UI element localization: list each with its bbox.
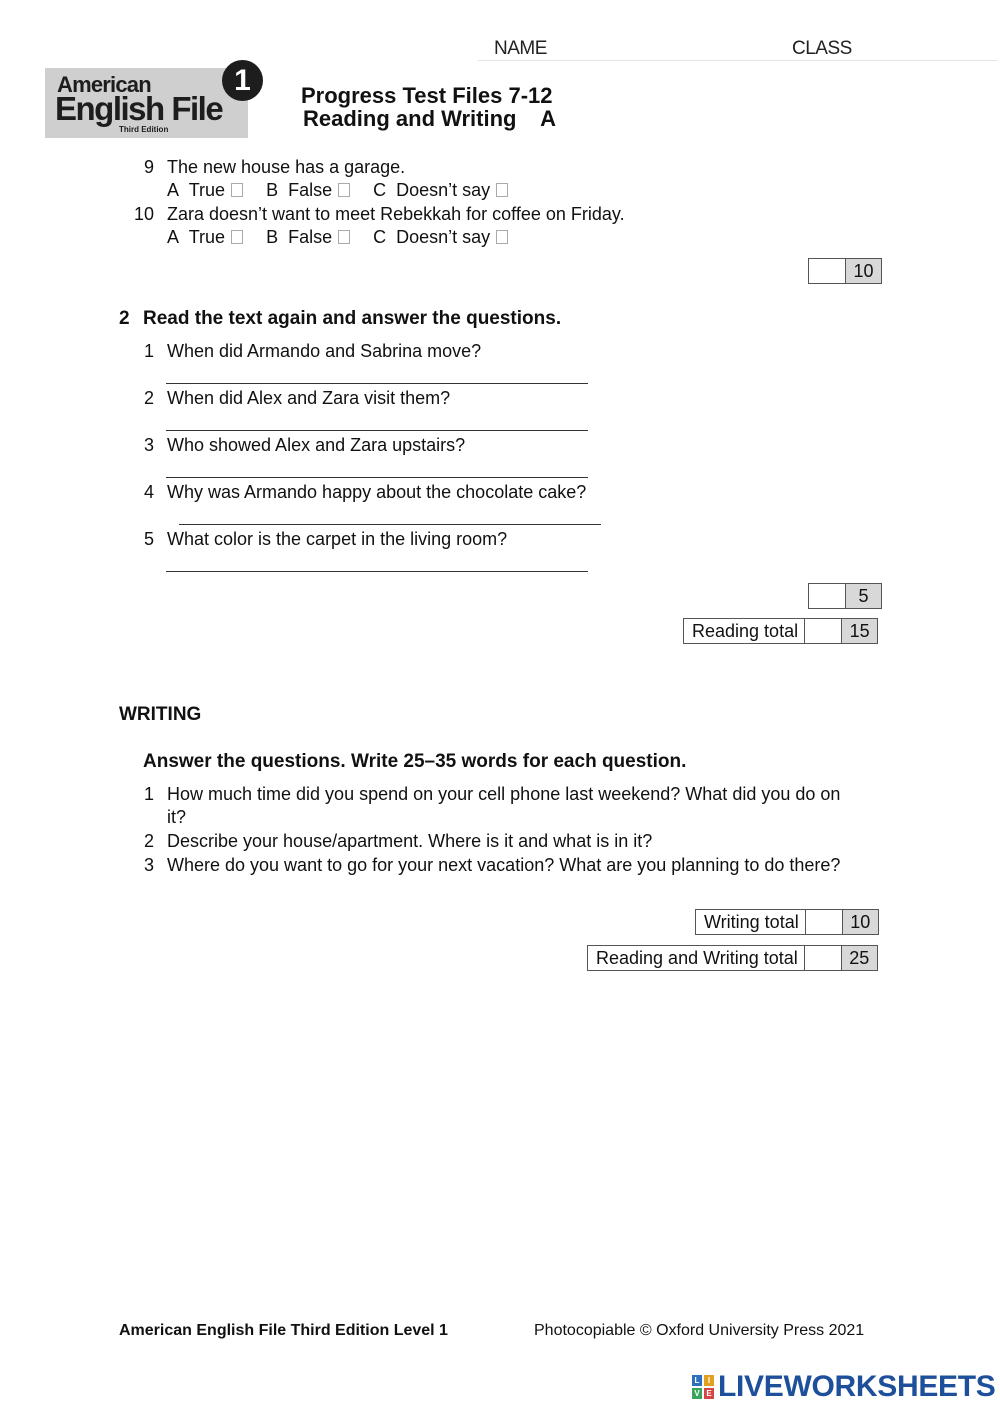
score-max: 10 [846, 259, 881, 283]
score-max: 25 [842, 946, 877, 970]
footer-left: American English File Third Edition Level 1 [119, 1322, 448, 1339]
answer-options [167, 180, 508, 201]
american-english-file-logo [45, 68, 248, 138]
answer-options [167, 227, 508, 248]
test-subtitle: Reading and Writing A [303, 106, 556, 131]
answer-line[interactable] [166, 571, 588, 572]
section-instruction: Read the text again and answer the questions. [143, 308, 562, 329]
liveworksheets-logo[interactable] [692, 1372, 996, 1402]
answer-line[interactable] [166, 383, 588, 384]
checkbox-icon[interactable] [496, 230, 508, 244]
reading-total-box [683, 618, 878, 644]
class-label: CLASS [792, 38, 852, 59]
option-c[interactable]: C Doesn’t say [373, 180, 508, 201]
section1-score-box [808, 258, 882, 284]
question-number: 4 [143, 482, 154, 502]
score-max: 10 [843, 910, 878, 934]
name-label: NAME [494, 38, 547, 59]
checkbox-icon[interactable] [496, 183, 508, 197]
logo-line2: English File [55, 90, 223, 127]
option-a[interactable]: A True [167, 180, 243, 201]
question-text: The new house has a garage. [167, 157, 406, 177]
score-input[interactable] [809, 584, 846, 608]
reading-writing-total-box [587, 945, 878, 971]
question-number: 3 [143, 435, 154, 455]
option-c[interactable]: C Doesn’t say [373, 227, 508, 248]
reading-total-label: Reading total [684, 619, 805, 643]
liveworksheets-text: LIVEWORKSHEETS [718, 1370, 996, 1403]
section-number: 2 [119, 308, 130, 329]
checkbox-icon[interactable] [338, 183, 350, 197]
score-max: 5 [846, 584, 881, 608]
reading-writing-total-label: Reading and Writing total [588, 946, 805, 970]
answer-line[interactable] [166, 430, 588, 431]
question-number: 10 [133, 204, 154, 224]
liveworksheets-icon: L I V E [692, 1375, 714, 1399]
checkbox-icon[interactable] [338, 230, 350, 244]
checkbox-icon[interactable] [231, 183, 243, 197]
score-input[interactable] [806, 910, 843, 934]
score-max: 15 [842, 619, 877, 643]
logo-line1: American [57, 72, 151, 97]
level-badge: 1 [222, 60, 263, 101]
writing-total-box [695, 909, 879, 935]
score-input[interactable] [809, 259, 846, 283]
question-number: 3 [143, 855, 154, 875]
writing-heading: WRITING [119, 704, 202, 725]
question-number: 9 [143, 157, 154, 177]
question-text: Why was Armando happy about the chocolate cake? [167, 482, 587, 502]
name-class-bar [478, 60, 998, 61]
writing-instruction: Answer the questions. Write 25–35 words for each question. [143, 751, 687, 772]
section2-score-box [808, 583, 882, 609]
question-number: 1 [143, 341, 154, 361]
question-number: 1 [143, 784, 154, 804]
footer-right: Photocopiable © Oxford University Press 2021 [534, 1322, 865, 1339]
option-b[interactable]: B False [266, 180, 350, 201]
question-text: How much time did you spend on your cell phone last weekend? What did you do on [167, 784, 841, 804]
answer-line[interactable] [179, 524, 601, 525]
question-text: When did Alex and Zara visit them? [167, 388, 451, 408]
question-text: Who showed Alex and Zara upstairs? [167, 435, 466, 455]
option-a[interactable]: A True [167, 227, 243, 248]
question-text: Zara doesn’t want to meet Rebekkah for coffee on Friday. [167, 204, 625, 224]
logo-edition: Third Edition [119, 125, 169, 134]
question-number: 2 [143, 388, 154, 408]
test-title: Progress Test Files 7-12 [301, 83, 553, 108]
answer-line[interactable] [166, 477, 588, 478]
question-text: When did Armando and Sabrina move? [167, 341, 482, 361]
checkbox-icon[interactable] [231, 230, 243, 244]
writing-total-label: Writing total [696, 910, 806, 934]
option-b[interactable]: B False [266, 227, 350, 248]
question-text: Where do you want to go for your next vacation? What are you planning to do there? [167, 855, 841, 875]
question-number: 2 [143, 831, 154, 851]
score-input[interactable] [805, 946, 842, 970]
question-text-cont: it? [167, 807, 187, 827]
question-text: What color is the carpet in the living room? [167, 529, 508, 549]
question-number: 5 [143, 529, 154, 549]
question-text: Describe your house/apartment. Where is it and what is in it? [167, 831, 653, 851]
score-input[interactable] [805, 619, 842, 643]
